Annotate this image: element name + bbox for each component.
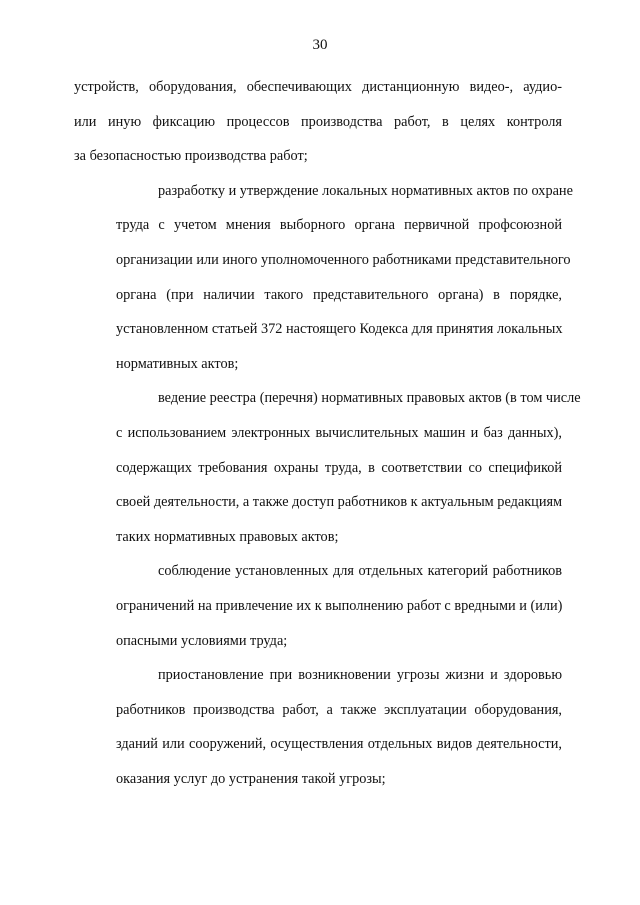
text-line: ограничений на привлечение их к выполнению работ с вредными и (или)	[116, 597, 563, 614]
text-line: работников производства работ, а также эксплуатации оборудования,	[116, 701, 562, 718]
text-line: нормативных актов;	[116, 355, 239, 372]
text-line: труда с учетом мнения выборного органа первичной профсоюзной	[116, 217, 562, 234]
paragraph-restrictions	[74, 554, 562, 658]
text-line: опасными условиями труда;	[116, 632, 288, 649]
text-line: своей деятельности, а также доступ работников к актуальным редакциям	[116, 494, 563, 511]
paragraph-suspension	[74, 658, 562, 796]
paragraph-local-acts	[74, 174, 573, 382]
paragraph-equipment-recording	[74, 70, 562, 174]
text-line: или иную фиксацию процессов производства работ, в целях контроля	[74, 113, 562, 130]
text-line: соблюдение установленных для отдельных категорий работников	[158, 563, 562, 580]
text-line: зданий или сооружений, осуществления отдельных видов деятельности,	[116, 736, 562, 753]
text-line: приостановление при возникновении угрозы жизни и здоровью	[158, 667, 562, 684]
text-line: содержащих требования охраны труда, в соответствии со спецификой	[116, 459, 562, 476]
text-line: за безопасностью производства работ;	[74, 148, 308, 165]
text-line: установленном статьей 372 настоящего Кодекса для принятия локальных	[116, 321, 563, 338]
page-number: 30	[312, 37, 328, 53]
text-line: разработку и утверждение локальных нормативных актов по охране	[158, 182, 573, 199]
text-line: ведение реестра (перечня) нормативных правовых актов (в том числе	[158, 390, 581, 407]
paragraph-registry	[74, 381, 581, 554]
text-line: органа (при наличии такого представительного органа) в порядке,	[116, 286, 562, 303]
text-line: оказания услуг до устранения такой угрозы;	[116, 770, 386, 787]
document-body	[74, 70, 581, 796]
text-line: устройств, оборудования, обеспечивающих дистанционную видео-, аудио-	[74, 79, 562, 95]
text-line: с использованием электронных вычислительных машин и баз данных),	[116, 424, 562, 441]
text-line: организации или иного уполномоченного работниками представительного	[116, 251, 571, 268]
text-line: таких нормативных правовых актов;	[116, 528, 339, 545]
